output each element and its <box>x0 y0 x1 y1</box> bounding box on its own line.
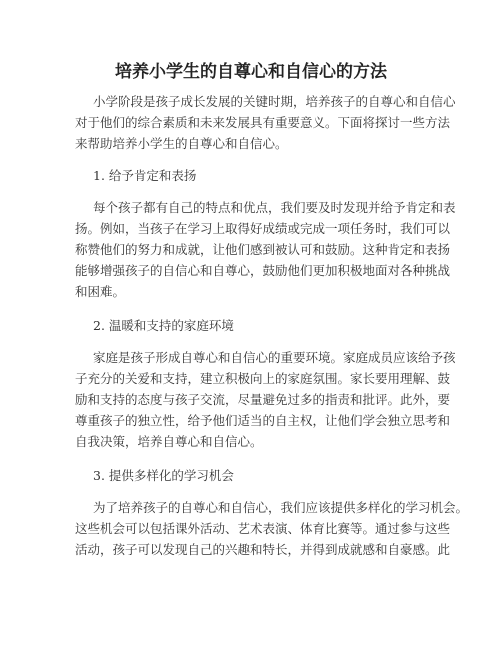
document-title: 培养小学生的自尊心和自信心的方法 <box>115 62 387 82</box>
section-line: 尊重孩子的独立性，给予他们适当的自主权，让他们学会独立思考和 <box>75 413 451 428</box>
section-line: 为了培养孩子的自尊心和自信心，我们应该提供多样化的学习机会。 <box>93 500 469 515</box>
section-line: 励和支持的态度与孩子交流，尽量避免过多的指责和批评。此外，要 <box>75 392 451 407</box>
section-line: 自我决策，培养自尊心和自信心。 <box>75 434 263 449</box>
section-heading: 3. 提供多样化的学习机会 <box>93 468 234 483</box>
intro-line: 来帮助培养小学生的自尊心和自信心。 <box>75 136 288 151</box>
section-line: 每个孩子都有自己的特点和优点，我们要及时发现并给予肯定和表 <box>93 200 456 215</box>
section-line: 家庭是孩子形成自尊心和自信心的重要环境。家庭成员应该给予孩 <box>93 350 456 365</box>
section-line: 扬。例如，当孩子在学习上取得好成绩或完成一项任务时，我们可以 <box>75 221 451 236</box>
section-heading: 2. 温暖和支持的家庭环境 <box>93 318 234 333</box>
section-line: 子充分的关爱和支持，建立积极向上的家庭氛围。家长要用理解、鼓 <box>75 371 451 386</box>
section-line: 称赞他们的努力和成就，让他们感到被认可和鼓励。这种肯定和表扬 <box>75 242 451 257</box>
section-line: 能够增强孩子的自信心和自尊心，鼓励他们更加积极地面对各种挑战 <box>75 263 451 278</box>
section-line: 这些机会可以包括课外活动、艺术表演、体育比赛等。通过参与这些 <box>75 521 451 536</box>
intro-line: 小学阶段是孩子成长发展的关键时期，培养孩子的自尊心和自信心 <box>93 94 456 109</box>
section-heading: 1. 给予肯定和表扬 <box>93 168 197 183</box>
intro-line: 对于他们的综合素质和未来发展具有重要意义。下面将探讨一些方法 <box>75 115 451 130</box>
section-line: 活动，孩子可以发现自己的兴趣和特长，并得到成就感和自豪感。此 <box>75 542 451 557</box>
section-line: 和困难。 <box>75 284 126 299</box>
